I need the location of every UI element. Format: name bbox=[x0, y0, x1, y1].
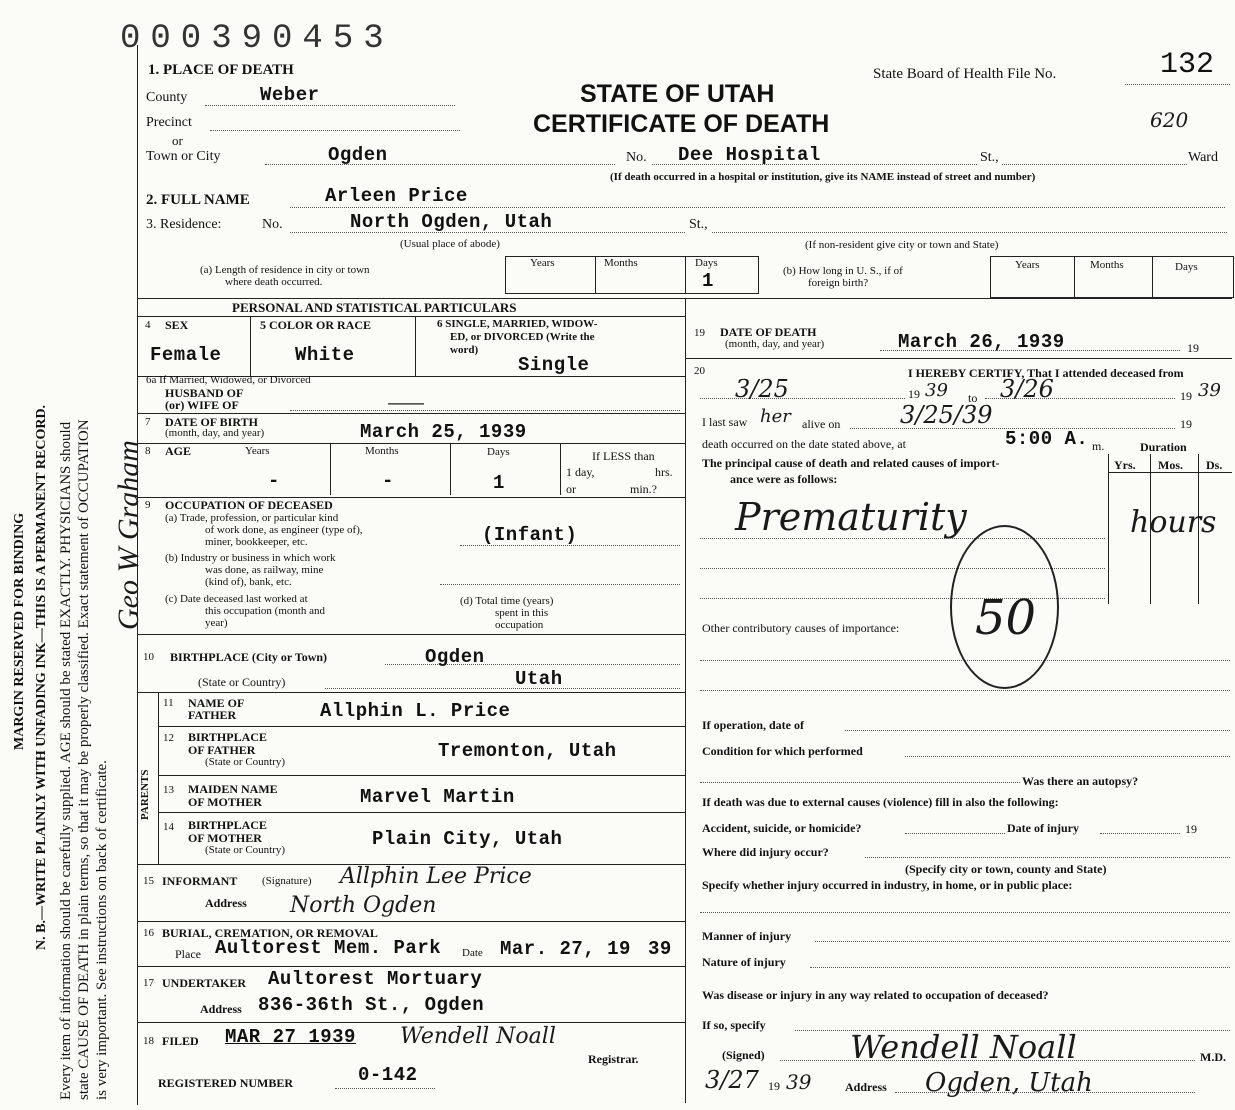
birthplace-label: BIRTHPLACE (City or Town) bbox=[170, 650, 328, 664]
reference-number: 620 bbox=[1150, 108, 1189, 132]
burial-date: Mar. 27, 19 bbox=[500, 938, 631, 960]
county-label: County bbox=[146, 90, 188, 105]
occurred-m-label: m. bbox=[1092, 439, 1105, 453]
occupation-value: (Infant) bbox=[482, 524, 578, 546]
duration-mos: Mos. bbox=[1158, 458, 1183, 472]
residence-st-label: St., bbox=[689, 217, 708, 232]
registrar-signature: Wendell Noall bbox=[400, 1024, 556, 1049]
filed-date: MAR 27 1939 bbox=[225, 1026, 356, 1048]
manner-line bbox=[815, 941, 1230, 942]
injury-date-line bbox=[1100, 833, 1180, 834]
ward-line bbox=[1002, 164, 1187, 165]
accident-label: Accident, suicide, or homicide? bbox=[702, 821, 862, 835]
lessthan-d: or bbox=[566, 482, 576, 496]
color-value: White bbox=[295, 344, 355, 366]
burial-date-label: Date bbox=[462, 947, 483, 959]
parents-divider bbox=[158, 692, 159, 864]
occupation-c2: this occupation (month and bbox=[205, 605, 326, 617]
where-line bbox=[865, 857, 1230, 858]
color-divider bbox=[415, 316, 416, 376]
physician-signature: Wendell Noall bbox=[850, 1028, 1077, 1066]
lessthan-b: 1 day, bbox=[566, 465, 595, 479]
age-divider-3 bbox=[560, 443, 561, 495]
certify-to-label: to bbox=[968, 391, 978, 405]
title-state: STATE OF UTAH bbox=[580, 80, 775, 108]
undertaker-value: Aultorest Mortuary bbox=[268, 968, 483, 990]
full-name-label: 2. FULL NAME bbox=[146, 192, 250, 208]
where-label: Where did injury occur? bbox=[702, 845, 829, 859]
full-name-value: Arleen Price bbox=[325, 185, 468, 207]
undertaker-address: 836-36th St., Ogden bbox=[258, 994, 485, 1016]
fbirth-label-a: BIRTHPLACE bbox=[188, 730, 267, 744]
fbirth-label-b: OF FATHER bbox=[188, 743, 256, 757]
filed-label: FILED bbox=[162, 1034, 199, 1048]
sign-nineteen: 19 bbox=[768, 1079, 780, 1093]
length-divider-1 bbox=[595, 256, 596, 294]
residence-label: 3. Residence: bbox=[146, 217, 222, 232]
md-label: M.D. bbox=[1200, 1050, 1226, 1064]
operation-line bbox=[845, 730, 1230, 731]
marital-label-b: ED, or DIVORCED (Write the bbox=[450, 331, 595, 343]
undertaker-label: UNDERTAKER bbox=[162, 976, 247, 990]
length-divider-2 bbox=[685, 256, 686, 294]
file-number-label: State Board of Health File No. bbox=[873, 66, 1057, 82]
ward-label: Ward bbox=[1188, 150, 1218, 165]
age-months-header: Months bbox=[365, 445, 399, 457]
usual-abode-note: (Usual place of abode) bbox=[400, 238, 500, 250]
signed-label: (Signed) bbox=[722, 1048, 765, 1062]
burial-label: BURIAL, CREMATION, OR REMOVAL bbox=[162, 926, 378, 940]
autopsy-line bbox=[700, 782, 1020, 783]
certify-label: I HEREBY CERTIFY, That I attended deceased from bbox=[908, 366, 1184, 380]
birthplace-state-line bbox=[325, 688, 680, 689]
cause-code: 50 bbox=[975, 590, 1037, 646]
spouse-label-a: 6a If Married, Widowed, or Divorced bbox=[146, 374, 311, 386]
town-label: Town or City bbox=[146, 149, 221, 164]
color-label: 5 COLOR OR RACE bbox=[260, 318, 372, 332]
certify-from-line bbox=[700, 398, 905, 399]
lessthan-a: If LESS than bbox=[592, 449, 655, 463]
occurred-label: death occurred on the date stated above, at bbox=[702, 437, 906, 451]
marital-value: Single bbox=[518, 354, 590, 376]
personal-top-rule bbox=[137, 298, 1232, 299]
or-label: or bbox=[172, 133, 183, 148]
principal-label-a: The principal cause of death and related causes of import- bbox=[702, 456, 1000, 470]
cause-line-1 bbox=[700, 538, 1105, 539]
mbirth-label-b: OF MOTHER bbox=[188, 831, 262, 845]
row9-rule bbox=[137, 634, 685, 635]
duration-ds: Ds. bbox=[1206, 458, 1223, 472]
margin-handwritten-name: Geo W Graham bbox=[112, 440, 145, 630]
lastsaw-value: 3/25/39 bbox=[900, 401, 993, 429]
occupation-a3: miner, bookkeeper, etc. bbox=[205, 536, 308, 548]
length-residence-label-a: (a) Length of residence in city or town bbox=[200, 264, 370, 276]
condition-label: Condition for which performed bbox=[702, 744, 863, 758]
mbirth-label-c: (State or Country) bbox=[205, 844, 286, 856]
industry-line bbox=[700, 912, 1230, 913]
certify-nineteen-b: 19 bbox=[1180, 389, 1192, 403]
certify-to-year: 39 bbox=[1198, 380, 1221, 401]
father-label-a: NAME OF bbox=[188, 696, 245, 710]
occupation-b3: (kind of), bank, etc. bbox=[205, 576, 292, 588]
certify-from-year: 39 bbox=[925, 380, 948, 401]
length-years-header: Years bbox=[530, 257, 555, 269]
full-name-line bbox=[290, 207, 1225, 208]
certify-num: 20 bbox=[694, 365, 705, 377]
injury-nineteen: 19 bbox=[1185, 822, 1197, 836]
personal-heading: PERSONAL AND STATISTICAL PARTICULARS bbox=[232, 300, 517, 315]
parents-side-label: PARENTS bbox=[139, 769, 151, 820]
margin-instruction-1: Every item of information should be carefully supplied. AGE should be stated EXACTLY. PHYSICIANS should bbox=[58, 421, 74, 1100]
birthplace-state-label: (State or Country) bbox=[198, 675, 286, 689]
margin-instruction-3: is very important. See instructions on back of certificate. bbox=[94, 760, 110, 1100]
occupation-a2: of work done, as engineer (type of), bbox=[205, 524, 363, 536]
sex-label: SEX bbox=[165, 318, 189, 332]
dob-num: 7 bbox=[145, 416, 151, 428]
burial-year: 39 bbox=[648, 938, 672, 960]
other-causes-label: Other contributory causes of importance: bbox=[702, 621, 900, 635]
accident-line bbox=[905, 833, 1005, 834]
lessthan-c: hrs. bbox=[655, 465, 673, 479]
occupation-heading: OCCUPATION OF DECEASED bbox=[165, 498, 333, 512]
age-days-value: 1 bbox=[493, 472, 505, 494]
duration-yrs: Yrs. bbox=[1114, 458, 1136, 472]
ifso-label: If so, specify bbox=[702, 1018, 766, 1032]
mother-num: 13 bbox=[163, 784, 174, 796]
occupation-b2: was done, as railway, mine bbox=[205, 564, 324, 576]
spouse-value: ——— bbox=[388, 396, 424, 410]
industry-label: Specify whether injury occurred in industry, in home, or in public place: bbox=[702, 878, 1073, 892]
occupation-d3: occupation bbox=[495, 619, 544, 631]
mbirth-num: 14 bbox=[163, 821, 174, 833]
dod-label-a: DATE OF DEATH bbox=[720, 325, 817, 339]
father-label-b: FATHER bbox=[188, 708, 237, 722]
spouse-label-b: HUSBAND OF bbox=[165, 386, 244, 400]
sign-date: 3/27 bbox=[705, 1066, 759, 1094]
precinct-label: Precinct bbox=[146, 115, 192, 130]
birthplace-city: Ogden bbox=[425, 646, 485, 668]
age-divider-2 bbox=[450, 443, 451, 495]
mother-label-b: OF MOTHER bbox=[188, 795, 262, 809]
us-residence-label-a: (b) How long in U. S., if of bbox=[783, 265, 903, 277]
registrar-label: Registrar. bbox=[588, 1052, 639, 1066]
burial-place: Aultorest Mem. Park bbox=[215, 937, 442, 959]
row7-rule bbox=[137, 443, 685, 444]
residence-st-line bbox=[712, 232, 1227, 233]
occupation-b1: (b) Industry or business in which work bbox=[165, 552, 336, 564]
hospital-note: (If death occurred in a hospital or institution, give its NAME instead of street and number) bbox=[610, 171, 1036, 183]
father-value: Allphin L. Price bbox=[320, 700, 511, 722]
informant-address-label: Address bbox=[205, 896, 247, 910]
other-line-1 bbox=[700, 660, 1230, 661]
row6a-rule bbox=[137, 413, 685, 414]
marital-label-a: 6 SINGLE, MARRIED, WIDOW- bbox=[437, 318, 598, 330]
registered-number: 0-142 bbox=[358, 1064, 418, 1086]
condition-line bbox=[905, 756, 1230, 757]
birthplace-num: 10 bbox=[143, 651, 154, 663]
file-number: 132 bbox=[1160, 48, 1215, 82]
certify-from: 3/25 bbox=[735, 375, 789, 403]
burial-place-label: Place bbox=[175, 947, 201, 961]
length-months-header: Months bbox=[604, 257, 638, 269]
age-years-value: - bbox=[268, 470, 280, 492]
informant-num: 15 bbox=[143, 875, 154, 887]
occupation-a1: (a) Trade, profession, or particular kind bbox=[165, 512, 339, 524]
dob-value: March 25, 1939 bbox=[360, 421, 527, 443]
hospital-value: Dee Hospital bbox=[678, 144, 821, 166]
us-residence-label-b: foreign birth? bbox=[808, 277, 869, 289]
cause-duration: hours bbox=[1130, 505, 1217, 540]
fbirth-label-c: (State or Country) bbox=[205, 756, 286, 768]
lastsaw-nineteen: 19 bbox=[1180, 417, 1192, 431]
occupation-c1: (c) Date deceased last worked at bbox=[165, 593, 308, 605]
occupation-c3: year) bbox=[205, 617, 228, 629]
undertaker-address-label: Address bbox=[200, 1002, 242, 1016]
precinct-line bbox=[210, 130, 460, 131]
marital-label-c: word) bbox=[450, 344, 479, 356]
father-num: 11 bbox=[163, 697, 174, 709]
occupation-num: 9 bbox=[145, 499, 151, 511]
county-value: Weber bbox=[260, 84, 320, 106]
nature-line bbox=[810, 967, 1230, 968]
row11-rule bbox=[158, 726, 685, 727]
cause-value: Prematurity bbox=[735, 495, 967, 539]
spouse-line bbox=[290, 410, 680, 411]
occupation-d2: spent in this bbox=[495, 607, 549, 619]
informant-address: North Ogden bbox=[290, 893, 437, 918]
specify-note: (Specify city or town, county and State) bbox=[905, 862, 1107, 876]
burial-num: 16 bbox=[143, 927, 154, 939]
age-divider-1 bbox=[330, 443, 331, 495]
us-divider-1 bbox=[1074, 256, 1075, 298]
us-years-header: Years bbox=[1015, 259, 1040, 271]
external-label: If death was due to external causes (violence) fill in also the following: bbox=[702, 795, 1059, 809]
age-days-header: Days bbox=[487, 446, 510, 458]
length-days-header: Days bbox=[695, 257, 718, 269]
length-residence-label-b: where death occurred. bbox=[225, 276, 323, 288]
principal-label-b: ance were as follows: bbox=[730, 472, 838, 486]
row16-rule bbox=[137, 966, 685, 967]
dob-label-b: (month, day, and year) bbox=[165, 427, 265, 439]
sign-year: 39 bbox=[786, 1070, 812, 1094]
sex-divider bbox=[250, 316, 251, 376]
town-line bbox=[265, 164, 615, 165]
related-label: Was disease or injury in any way related to occupation of deceased? bbox=[702, 988, 1049, 1002]
lessthan-e: min.? bbox=[630, 482, 657, 496]
residence-value: North Ogden, Utah bbox=[350, 211, 553, 233]
form-left-border bbox=[137, 45, 138, 1105]
undertaker-num: 17 bbox=[143, 977, 154, 989]
informant-signature: Allphin Lee Price bbox=[340, 864, 532, 889]
county-line bbox=[205, 105, 455, 106]
nature-label: Nature of injury bbox=[702, 955, 786, 969]
spouse-label-c: (or) WIFE OF bbox=[165, 398, 239, 412]
us-months-header: Months bbox=[1090, 259, 1124, 271]
registered-number-label: REGISTERED NUMBER bbox=[158, 1076, 294, 1090]
injury-date-label: Date of injury bbox=[1007, 821, 1079, 835]
operation-label: If operation, date of bbox=[702, 718, 804, 732]
occurred-time: 5:00 A. bbox=[1005, 428, 1089, 450]
mbirth-value: Plain City, Utah bbox=[372, 828, 563, 850]
row13-rule bbox=[158, 812, 685, 813]
margin-nb-note: N. B.—WRITE PLAINLY WITH UNFADING INK—THIS IS A PERMANENT RECORD. bbox=[34, 404, 49, 950]
us-divider-2 bbox=[1152, 256, 1153, 298]
fbirth-value: Tremonton, Utah bbox=[438, 740, 617, 762]
form-center-divider bbox=[685, 298, 686, 1103]
occupation-d1: (d) Total time (years) bbox=[460, 595, 554, 607]
lastsaw-her: her bbox=[760, 406, 791, 427]
birthplace-state: Utah bbox=[515, 668, 563, 690]
certify-nineteen-a: 19 bbox=[908, 387, 920, 401]
duration-label: Duration bbox=[1140, 440, 1187, 454]
length-days-value: 1 bbox=[702, 270, 714, 292]
sex-num: 4 bbox=[145, 319, 151, 331]
informant-label: INFORMANT bbox=[162, 874, 238, 888]
row17-rule bbox=[137, 1022, 685, 1023]
dod-nineteen: 19 bbox=[1187, 341, 1199, 355]
age-label: AGE bbox=[165, 444, 192, 458]
mother-value: Marvel Martin bbox=[360, 786, 515, 808]
st-label: St., bbox=[980, 150, 999, 165]
occupation-b-line bbox=[440, 584, 680, 585]
dod-rule bbox=[685, 358, 1232, 359]
dob-label-a: DATE OF BIRTH bbox=[165, 415, 258, 429]
other-line-2 bbox=[700, 690, 1230, 691]
informant-sig-label: (Signature) bbox=[262, 875, 312, 887]
us-days-header: Days bbox=[1175, 261, 1198, 273]
registered-number-line bbox=[335, 1088, 435, 1089]
address-label: Address bbox=[845, 1080, 887, 1094]
nonresident-note: (If non-resident give city or town and State) bbox=[805, 239, 999, 251]
dod-label-b: (month, day, and year) bbox=[725, 338, 825, 350]
dod-value: March 26, 1939 bbox=[898, 331, 1065, 353]
certify-to: 3/26 bbox=[1000, 375, 1054, 403]
age-months-value: - bbox=[382, 470, 394, 492]
mbirth-label-a: BIRTHPLACE bbox=[188, 818, 267, 832]
manner-label: Manner of injury bbox=[702, 929, 792, 943]
filed-num: 18 bbox=[143, 1035, 154, 1047]
file-number-line bbox=[1125, 84, 1230, 85]
street-no-label: No. bbox=[626, 150, 647, 165]
sex-value: Female bbox=[150, 344, 222, 366]
serial-number: 000390453 bbox=[120, 20, 394, 58]
row10-rule bbox=[137, 692, 685, 693]
dod-num: 19 bbox=[694, 327, 705, 339]
fbirth-num: 12 bbox=[163, 732, 174, 744]
row12-rule bbox=[158, 775, 685, 776]
age-years-header: Years bbox=[245, 445, 270, 457]
age-num: 8 bbox=[145, 445, 151, 457]
physician-address: Ogden, Utah bbox=[925, 1068, 1093, 1098]
title-certificate: CERTIFICATE OF DEATH bbox=[533, 110, 830, 138]
autopsy-label: Was there an autopsy? bbox=[1022, 774, 1139, 788]
residence-no-label: No. bbox=[262, 217, 283, 232]
mother-label-a: MAIDEN NAME bbox=[188, 782, 278, 796]
place-of-death-heading: 1. PLACE OF DEATH bbox=[148, 62, 294, 78]
margin-instruction-2: state CAUSE OF DEATH in plain terms, so that it may be properly classified. Exact statement of OCCUPATION bbox=[76, 419, 92, 1100]
personal-heading-rule bbox=[137, 316, 685, 317]
margin-binding-note: MARGIN RESERVED FOR BINDING bbox=[12, 512, 27, 750]
lastsaw-alive-label: alive on bbox=[802, 417, 841, 431]
town-value: Ogden bbox=[328, 144, 388, 166]
lastsaw-label: I last saw bbox=[702, 415, 748, 429]
row15-rule bbox=[137, 921, 685, 922]
